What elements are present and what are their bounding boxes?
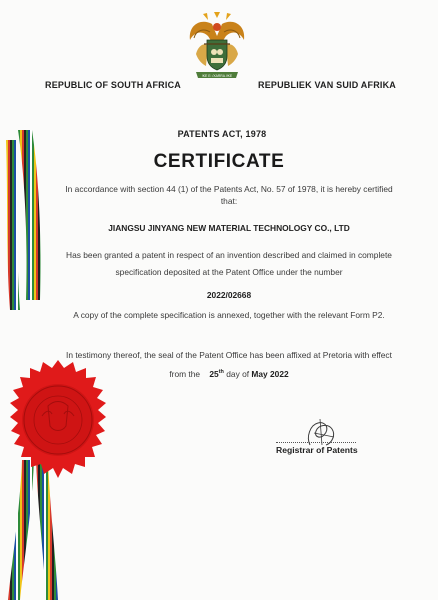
- date-prefix: from the: [169, 369, 201, 379]
- registrar-label: Registrar of Patents: [276, 445, 358, 455]
- date-day: 25: [209, 369, 219, 379]
- testimony-statement: In testimony thereof, the seal of the Patent Office has been affixed at Pretoria with effect: [66, 350, 392, 360]
- certificate-title: CERTIFICATE: [153, 151, 285, 172]
- act-title: PATENTS ACT, 1978: [177, 129, 267, 139]
- coat-of-arms-emblem: [184, 10, 250, 84]
- intro-line-2: that:: [220, 196, 238, 206]
- coat-motto: !KE E: /XARRA //KE: [201, 73, 233, 78]
- granted-line-2: specification deposited at the Patent Office under the number: [115, 267, 343, 277]
- copy-statement: A copy of the complete specification is annexed, together with the relevant Form P2.: [73, 310, 385, 320]
- granted-line-1: Has been granted a patent in respect of an invention described and claimed in complete: [66, 250, 392, 260]
- signature-line: [276, 442, 356, 443]
- red-wax-seal: [0, 358, 120, 482]
- date-month-year: May 2022: [251, 369, 289, 379]
- patent-number: 2022/02668: [206, 290, 252, 300]
- company-name: JIANGSU JINYANG NEW MATERIAL TECHNOLOGY CO., LTD: [108, 223, 350, 233]
- header-left: REPUBLIC OF SOUTH AFRICA: [45, 80, 181, 90]
- date-day-suffix: th: [218, 369, 224, 376]
- date-middle: day of: [226, 369, 250, 379]
- header-right: REPUBLIEK VAN SUID AFRIKA: [258, 80, 397, 90]
- intro-line-1: In accordance with section 44 (1) of the Patents Act, No. 57 of 1978, it is hereby certified: [65, 184, 393, 194]
